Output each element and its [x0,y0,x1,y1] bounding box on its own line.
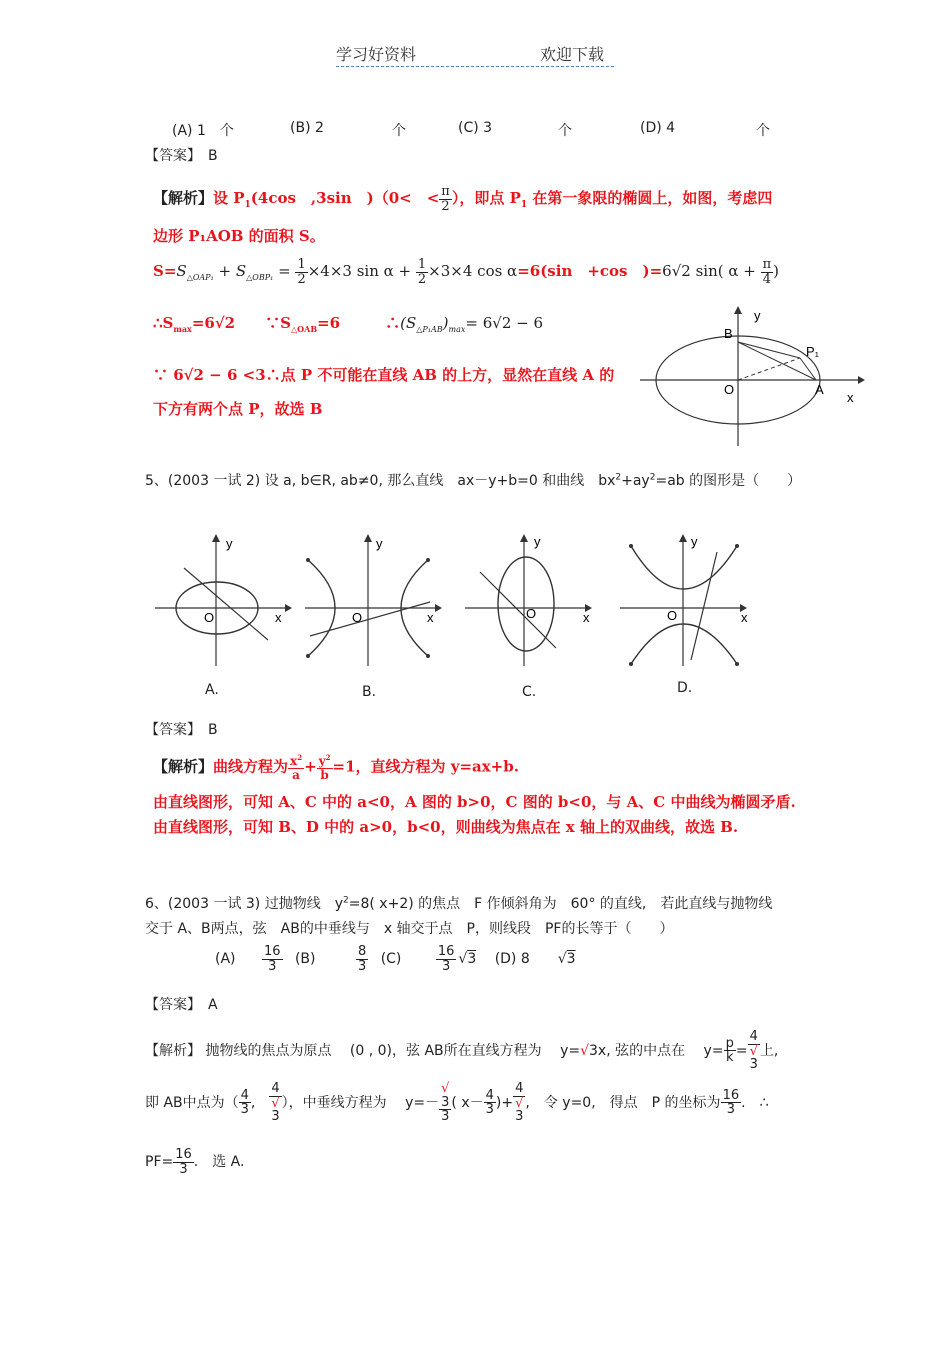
q6-choices: (A) $\frac{16}{3}$ (B) $\frac{8}{3}$ (C) $\frac{16}{3}$ √3 (D) 8 √3 [215,944,576,974]
q5b-x-label: x [427,610,434,625]
q4-choice-d: (D) 4 [640,120,676,136]
q5d-end-dot [735,662,739,666]
q5-graph-d-label: D. [677,680,693,696]
q4-choice-c-unit: 个 [558,123,572,139]
q4-choice-b-unit: 个 [392,123,406,139]
q4-segment-bp [738,342,800,358]
q5b-y-arrow [364,534,372,542]
q5-analysis-line3: 由直线图形，可知 B、D 中的 a>0，b<0，则曲线为焦点在 x 轴上的双曲线，故选 B. [153,818,739,836]
q4-analysis-line2: 边形 P₁AOB 的面积 S。 [153,227,325,245]
q4-label-x: x [847,390,854,405]
q5d-line [691,552,717,660]
header-right: 欢迎下载 [540,45,605,64]
q5d-hyperbola-top [631,546,737,589]
q5b-x-arrow [435,604,442,612]
q5d-origin-label: O [667,608,678,623]
q5-answer: 【答案】 B [145,722,218,738]
q4-ellipse-figure [640,300,870,450]
q4-segment-ab [738,342,816,380]
q5c-y-arrow [520,534,528,542]
q5b-y-label: y [376,536,383,551]
q6-stem-line2: 交于 A、B两点，弦 AB的中垂线与 x 轴交于点 P，则线段 PF的长等于（ ） [145,921,674,937]
q5b-end-dot [426,654,430,658]
q4-analysis-line6: 下方有两个点 P，故选 B [153,400,323,418]
q5b-origin-label: O [352,610,363,625]
q5-analysis-line1: 【解析】曲线方程为 $\frac{x^2}{a}$ + $\frac{y^2}{b}$ =1，直线方程为 y=ax+b. [153,753,519,782]
q4-label-b: B [724,326,733,341]
q5-graph-a-label: A. [205,682,219,698]
q4-segment-op [738,358,800,380]
q4-label-o: O [724,382,735,397]
q4-choice-c: (C) 3 [458,120,493,136]
q4-choice-d-unit: 个 [756,123,770,139]
q4-choice-b: (B) 2 [290,120,324,136]
q5-graph-d [615,530,765,670]
q5-graph-b [300,530,450,670]
q5a-x-arrow [285,604,292,612]
q5c-origin-label: O [526,606,537,621]
q5d-hyperbola-bottom [631,624,737,664]
q5-graph-c [460,530,610,670]
header-divider [336,66,614,67]
q5d-x-label: x [741,610,748,625]
q5c-line [480,572,556,648]
q4-label-p1: P₁ [806,344,820,359]
q5d-end-dot [629,662,633,666]
q5-graph-c-label: C. [522,684,537,700]
q5a-y-label: y [226,536,233,551]
q6-analysis-line2: 即 AB中点为（ $\frac{4}{3}$ , 4 √ 3 ），中垂线方程为 y=－ √ 3 3 ( x－ $\frac{4}{3}$ )+ 4 √ 3 , 令 y=0, 得点 P 的坐标为 $\frac{16}{3}$ . ∴ [145,1081,769,1125]
q5d-end-dot [629,544,633,548]
q6-answer: 【答案】 A [145,997,218,1013]
q4-x-arrow [858,376,865,384]
q4-label-a: A [815,382,824,397]
q4-analysis-line3: $S=S_{\triangle OAP_1} + S_{\triangle OBP_1}$ = $\frac{1}{2}$ ×4×3 sin α + $\frac{1}{2}$ ×3×4 cos α=6(sin +cos )=6√2 sin( α + $\frac{\pi}{4}$ ) [153,257,780,287]
q4-answer: 【答案】 B [145,148,218,164]
q5b-end-dot [306,654,310,658]
q4-choice-a: (A) 1 个 [172,123,234,139]
q5d-end-dot [735,544,739,548]
q6-analysis-line1: 【解析】 抛物线的焦点为原点 (0 , 0)，弦 AB所在直线方程为 y=√3x, 弦的中点在 y= $\frac{p}{k}$ = 4 √ 3 上, [145,1029,779,1073]
q5c-y-label: y [534,534,541,549]
q5-stem: 5、(2003 一试 2) 设 a, b∈R, ab≠0, 那么直线 ax－y+b=0 和曲线 $bx^2+ay^2=ab$ 的图形是（ ） [145,472,802,489]
q5c-x-label: x [583,610,590,625]
q4-analysis-line1: 【解析】设 $P_1(4\cos$ ,3sin )（0< < $\frac{\pi}{2}$ ），即点 $P_1$ 在第一象限的椭圆上，如图，考虑四 [153,184,773,214]
q6-analysis-line3: PF= $\frac{16}{3}$ . 选 A. [145,1147,245,1177]
q4-label-y: y [754,308,761,323]
q5-graph-b-label: B. [362,684,377,700]
q4-analysis-line5: ∵ 6√2 − 6 <3∴点 P 不可能在直线 AB 的上方，显然在直线 A 的 [153,366,615,384]
q5a-y-arrow [212,534,220,542]
q5d-y-label: y [691,534,698,549]
q5b-end-dot [306,558,310,562]
q5a-origin-label: O [204,610,215,625]
q4-analysis-line4: $\therefore S_{max}=6√2$ $\because S_{\triangle OAB}=6$ $\therefore(S_{\triangle P_1AB})_{max}= 6√2 - 6$ [153,314,544,334]
q5a-line [184,568,268,640]
q5-analysis-line2: 由直线图形，可知 A、C 中的 a<0，A 图的 b>0，C 图的 b<0，与 A、C 中曲线为椭圆矛盾. [153,793,796,811]
q4-y-arrow [734,306,742,314]
q5b-line [310,602,430,636]
header-left: 学习好资料 [336,45,417,64]
q5b-end-dot [426,558,430,562]
q5-graph-a [150,530,300,670]
q5a-x-label: x [275,610,282,625]
q6-stem-line1: 6、(2003 一试 3) 过抛物线 $y^2=8$( x+2) 的焦点 F 作倾斜角为 60° 的直线, 若此直线与抛物线 [145,895,773,912]
q4-segment-pa [800,358,816,380]
q5d-y-arrow [679,534,687,542]
